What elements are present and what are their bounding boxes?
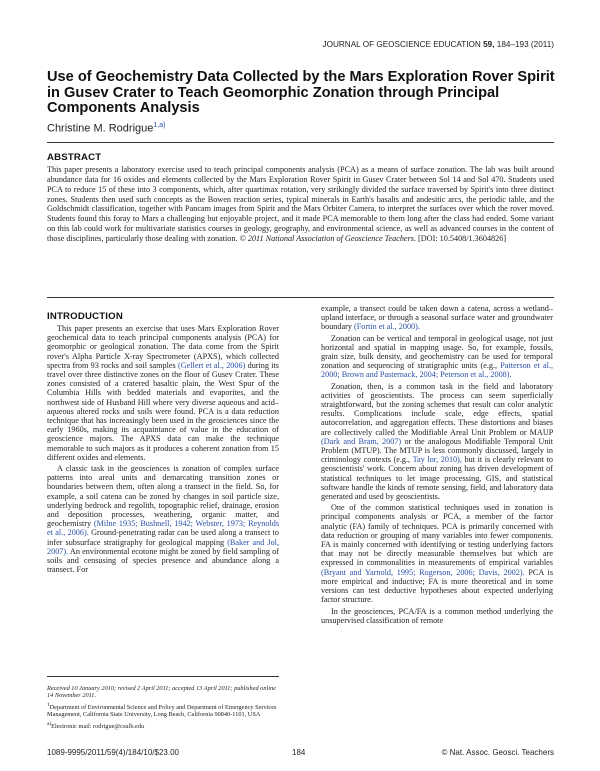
intro-paragraph-1: This paper presents an exercise that uses Mars Exploration Rover geochemical data to teach principal components analysis (PCA) for geomorphic or geological zonation. The data come from the Spirit rover's Alpha Particle X-ray Spectrometer (APXS), which collected spectra from 93 rocks and soil samples (Gellert et al., 2006) during its travel over three distinctive zones on the floor of Gusev Crater. These zones consisted of a cratered basaltic plain, the West Spur of the Columbia Hills with bedded materials and evaporites, and the northwest side of Husband Hill where very diverse aqueous and acid–aqueous altered rocks and soils were found. PCA is a data reduction technique that has increasingly been used in the geosciences since the early 1960s, making its acquaintance of value in the education of geoscience majors. The APXS data can make the technique memorable to such majors as it produces a coherent zonation from 15 different oxides and elements. — [47, 324, 279, 462]
footer-copyright: © Nat. Assoc. Geosci. Teachers — [441, 748, 554, 757]
abstract-heading: ABSTRACT — [47, 152, 102, 163]
journal-header — [323, 40, 554, 49]
citation-link[interactable]: (Bryant and Yarnold, 1995; Rogerson, 2006; Davis, 2002). — [321, 567, 525, 577]
abstract-text: This paper presents a laboratory exercise used to teach principal components analysis (PCA) as a means of surface zonation. The lab was built around abundance data for 16 oxides and elements collected by the Mars Exploration Rover Spirit in Gusev Crater between Sol 14 and Sol 470. Students used PCA to reduce 15 of these into 3 components, which, after quartimax rotation, very strikingly divided the surface traversed by Spirit's into three distinct zones. Students then used such concepts as the Bowen reaction series, typical minerals in Earth's basalts and andesitic arcs, the periodic table, and the Goldschmidt classification, together with Pancam images from Spirit and the Mars Orbiter Camera, to interpret the surfaces over which the rover moved. Students found this foray to Mars a challenging but enjoyable project, and it made PCA memorable to them long after the class had ended. Some variant on this lab could work for multivariate statistics courses in geology, geography, and environmental science, as well as advanced courses in the content of those disciplines, particularly those dealing with zonation. — [47, 165, 554, 243]
received-dates: Received 10 January 2010; revised 2 April 2011; accepted 13 April 2011; published online 14 November 2011. — [47, 685, 276, 700]
citation-link[interactable]: (Fortin et al., 2000). — [353, 322, 420, 332]
abstract-doi: [DOI: 10.5408/1.3604826] — [418, 233, 507, 243]
citation-link[interactable]: Patterson et al., 2000; Brown and Pasternack, 2004; Peterson et al., 2008). — [321, 361, 553, 380]
footnote-divider — [47, 676, 279, 677]
citation-link[interactable]: (Gellert et al., 2006) — [178, 360, 246, 370]
right-paragraph-4: In the geosciences, PCA/FA is a common method underlying the unsupervised classification of remote — [321, 606, 553, 625]
journal-volume: 59, — [483, 40, 495, 49]
citation-link[interactable]: Reynolds et al., 2006). — [47, 519, 280, 538]
abstract-body — [47, 165, 554, 244]
divider-abstract — [47, 297, 554, 298]
intro-paragraph-2: A classic task in the geosciences is zonation of complex surface patterns into areal units and demarcating transition zones or boundaries between them, often along a transect in the field. So, for example, a soil catena can be zoned by changes in soil particle size, underlying bedrock and regolith, topographic relief, drainage, erosion and deposition processes, weathering, organic matter, and geochemistry (Milne 1935; Bushnell, 1942; Webster, 1973; Reynolds et al., 2006). Ground-penetrating radar can be used along a transect to infer subsurface stratigraphy for geological mapping (Baker and Jol, 2007). An environmental ecotone might be zoned by field sampling of soils and censusing of species presence and abundance along a transect. For — [47, 464, 280, 575]
footer-code: 1089-9995/2011/59(4)/184/10/$23.00 — [47, 748, 179, 757]
page-number: 184 — [292, 748, 306, 757]
citation-link[interactable]: Webster, 1973; — [195, 519, 246, 529]
citation-link[interactable]: (Baker and Jol, 2007). — [47, 537, 280, 556]
journal-name: JOURNAL OF GEOSCIENCE EDUCATION — [322, 40, 481, 49]
citation-link[interactable]: Tay lor, 2010), — [412, 455, 462, 465]
paper-title: Use of Geochemistry Data Collected by the Mars Exploration Rover Spirit in Gusev Crater to Teach Geomorphic Zonation through Principal Components Analysis — [47, 69, 555, 116]
introduction-heading: INTRODUCTION — [47, 311, 123, 322]
abstract-copyright: © 2011 National Association of Geoscience Teachers. — [239, 233, 416, 243]
citation-link[interactable]: Bushnell, 1942; — [140, 519, 193, 529]
right-paragraph-0: example, a transect could be taken down a catena, across a wetland–upland interface, or through a seasonal surface water and groundwater boundary (Fortin et al., 2000). — [321, 304, 553, 332]
right-column — [321, 304, 553, 625]
footnotes: Received 10 January 2010; revised 2 April 2011; accepted 13 April 2011; published online 14 November 2011. $^1$Department of Environmental Science and Policy and Department of Emergency Services Management, California State University, Long Beach, California 90840-1101, USA $^{a)}$Electronic mail: rodrigue@csulb.edu — [47, 685, 277, 730]
right-paragraph-1: Zonation can be vertical and temporal in geological usage, not just horizontal and spatial in mapping usage. So, for example, fossils, grain size, bulk density, and geochemistry can be used for temporal zonation and sequencing of stratigraphic units (e.g., Patterson et al., 2000; Brown and Pasternack, 2004; Peterson et al., 2008). — [321, 333, 553, 380]
author-superscript[interactable]: 1,a) — [153, 122, 166, 129]
left-column — [47, 324, 279, 574]
author-name: Christine M. Rodrigue — [47, 122, 154, 135]
citation-link[interactable]: (Milne 1935; — [93, 519, 138, 529]
affiliation: Department of Environmental Science and Policy and Department of Emergency Services Management, California State University, Long Beach, California 90840-1101, USA — [47, 703, 277, 719]
right-paragraph-2: Zonation, then, is a common task in the field and laboratory activities of geoscientists. The process can seem superficially straightforward, but the zoning schemes that result can color analytic results. Complications include scale, edge effects, spatial autocorrelation, and aggregation effects. These distortions and biases are collectively called the Modifiable Areal Unit Problem or MAUP (Dark and Bram, 2007) or the analogous Modifiable Temporal Unit Problem (MTUP). The MTUP is less commonly discussed, largely in criminology contexts (e.g., Tay lor, 2010), but it is clearly relevant to geoscientists' work. Concern about zoning has driven development of statistical techniques to let image processing, GIS, and statistical software handle the kinds of remote sensing, field, and laboratory data generated and used by geoscientists. — [321, 381, 554, 502]
right-paragraph-3: One of the common statistical techniques used in zonation is principal components analysis or PCA, a member of the factor analytic (FA) family of techniques. PCA is primarily concerned with data reduction or grouping of many variables into fewer components. FA is mainly concerned with identifying or testing underlying factors that may not be directly measurable themselves but which are expressed in commonalities in measurements of empirical variables (Bryant and Yarnold, 1995; Rogerson, 2006; Davis, 2002). PCA is more empirical and inductive; FA is more theoretical and in some versions can test deductive hypotheses about expected underlying factor structure. — [321, 503, 554, 605]
citation-link[interactable]: (Dark and Bram, 2007) — [321, 436, 402, 446]
author-line — [47, 122, 165, 135]
journal-pages: 184–193 (2011) — [496, 40, 554, 49]
divider-top — [47, 142, 554, 143]
email[interactable]: Electronic mail: rodrigue@csulb.edu — [51, 722, 145, 730]
